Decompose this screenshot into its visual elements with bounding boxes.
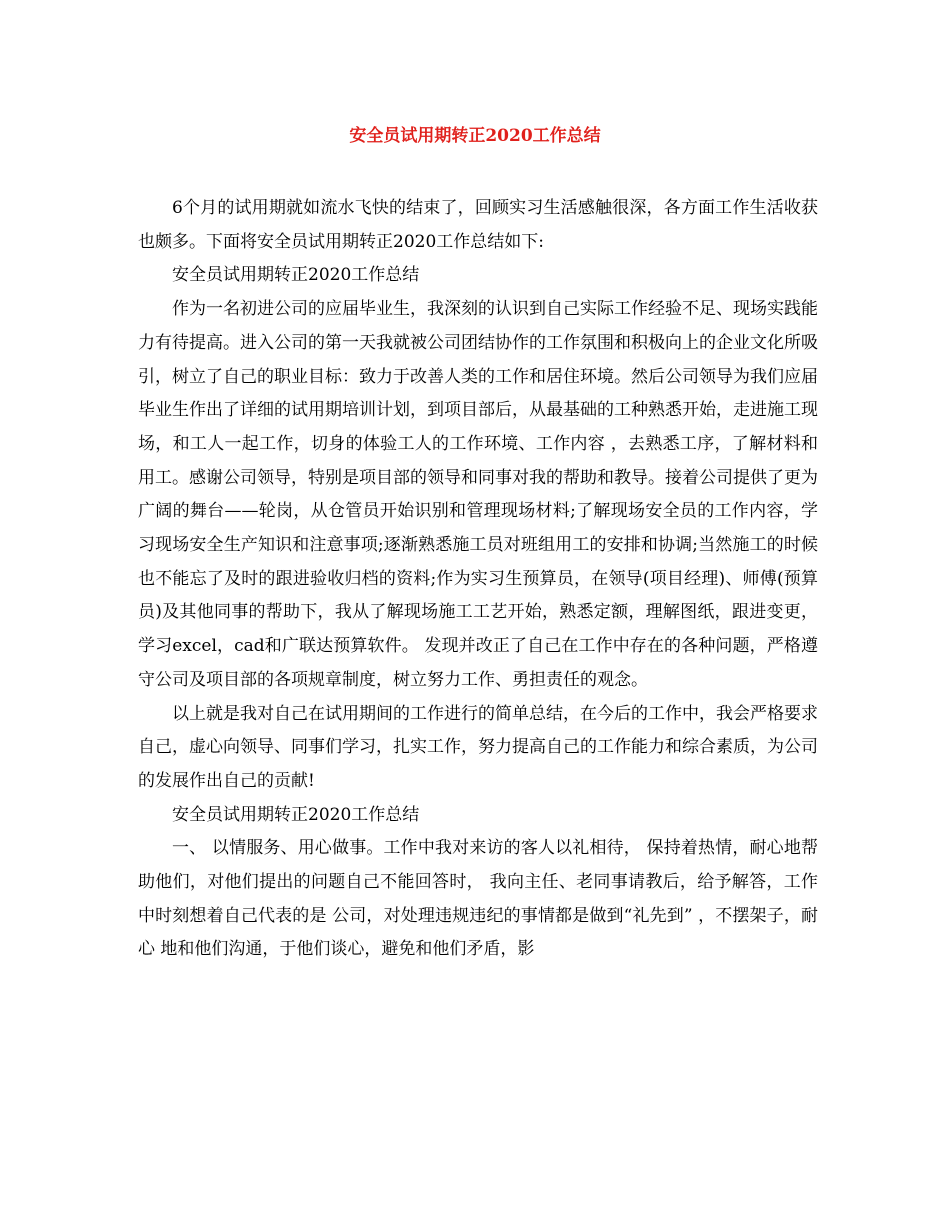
document-title: 安全员试用期转正2020工作总结 [349,126,601,146]
document-body [138,192,818,967]
paragraph-conclusion: 以上就是我对自己在试用期间的工作进行的简单总结，在今后的工作中，我会严格要求自己，虚心向领导、同事们学习，扎实工作，努力提高自己的工作能力和综合素质，为公司的发展作出自己的贡献! [138,703,818,791]
section-heading: 安全员试用期转正2020工作总结 [172,265,420,286]
paragraph-intro: 6个月的试用期就如流水飞快的结束了，回顾实习生活感触很深，各方面工作生活收获也颇多。下面将安全员试用期转正2020工作总结如下: [138,198,818,252]
paragraph-experience: 作为一名初进公司的应届毕业生，我深刻的认识到自己实际工作经验不足、现场实践能力有待提高。进入公司的第一天我就被公司团结协作的工作氛围和积极向上的企业文化所吸引，树立了自己的职业目标：致力于改善人类的工作和居住环境。然后公司领导为我们应届毕业生作出了详细的试用期培训计划，到项目部后，从最基础的工种熟悉开始，走进施工现场，和工人一起工作，切身的体验工人的工作环境、工作内容 ，去熟悉工序，了解材料和用工。感谢公司领导，特别是项目部的领导和同事对我的帮助和教导。接着公司提供了更为广阔的舞台——轮岗，从仓管员开始识别和管理现场材料;了解现场安全员的工作内容，学习现场安全生产知识和注意事项;逐渐熟悉施工员对班组用工的安排和协调;当然施工的时候也不能忘了及时的跟进验收归档的资料;作为实习生预算员，在领导(项目经理)、师傅(预算员)及其他同事的帮助下，我从了解现场施工工艺开始，熟悉定额，理解图纸，跟进变更，学习excel，cad和广联达预算软件。 发现并改正了自己在工作中存在的各种问题，严格遵守公司及项目部的各项规章制度，树立努力工作、勇担责任的观念。 [138,299,818,690]
section-heading: 安全员试用期转正2020工作总结 [172,804,420,825]
paragraph-service: 一、 以情服务、用心做事。工作中我对来访的客人以礼相待， 保持着热情，耐心地帮助他们，对他们提出的问题自己不能回答时， 我向主任、老同事请教后，给予解答，工作中时刻想着自己代表的是 公司，对处理违规违纪的事情都是做到“礼先到” ，不摆架子，耐心 地和他们沟通，于他们谈心，避免和他们矛盾，影 [138,838,818,960]
